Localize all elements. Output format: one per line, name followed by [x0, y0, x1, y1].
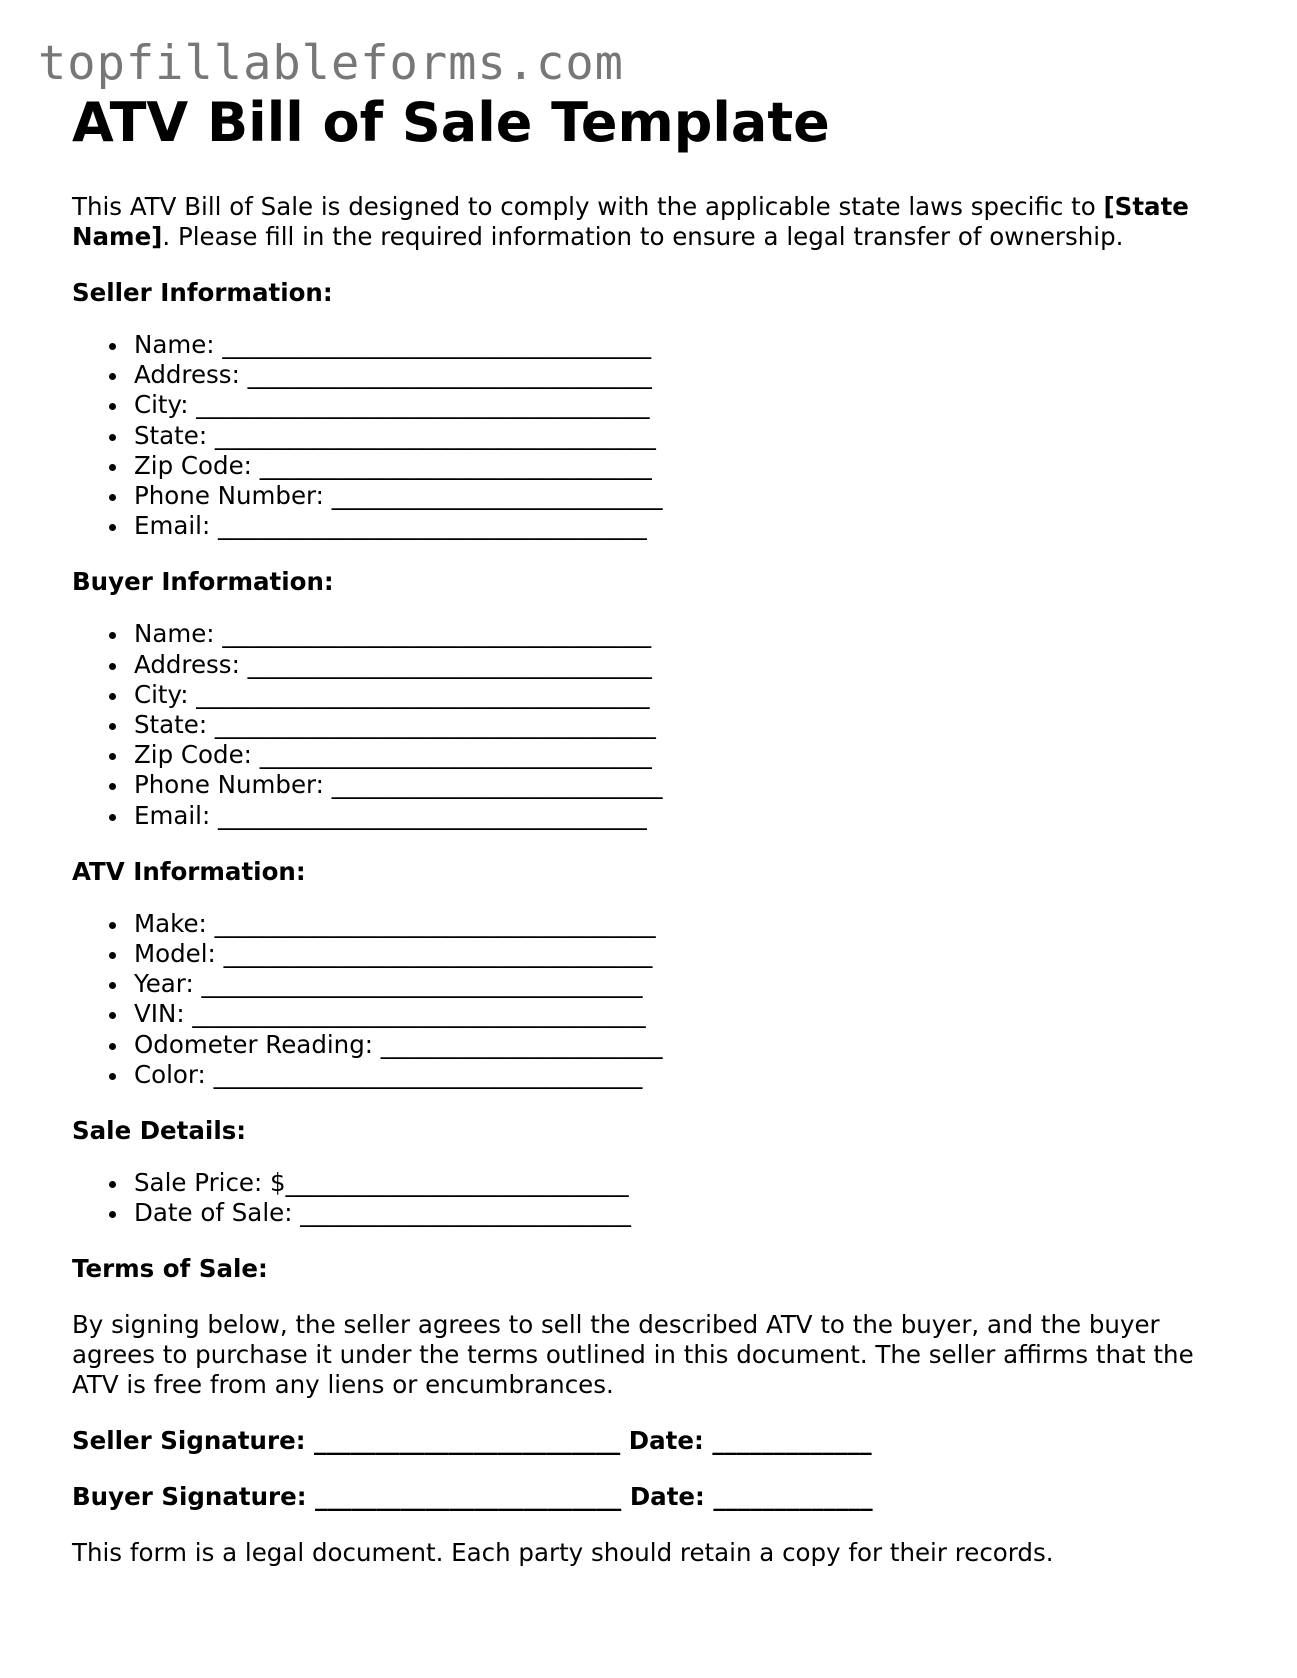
document-page — [72, 88, 1232, 1568]
sale-price-field[interactable]: Sale Price: $____________________________ — [134, 1168, 1232, 1198]
seller-name-field[interactable]: Name: ___________________________________ — [134, 330, 1232, 360]
seller-signature-line[interactable]: Seller Signature: _________________________ Date: _____________ — [72, 1426, 872, 1456]
seller-fields-list — [72, 330, 1232, 541]
atv-model-field[interactable]: Model: ___________________________________ — [134, 939, 1232, 969]
seller-zip-field[interactable]: Zip Code: ________________________________ — [134, 451, 1232, 481]
atv-make-field[interactable]: Make: ____________________________________ — [134, 909, 1232, 939]
page-title: ATV Bill of Sale Template — [72, 91, 830, 154]
sale-section-heading: Sale Details: — [72, 1116, 247, 1146]
atv-odometer-field[interactable]: Odometer Reading: _______________________ — [134, 1030, 1232, 1060]
atv-section-heading: ATV Information: — [72, 856, 306, 886]
atv-fields-list — [72, 909, 1232, 1090]
buyer-phone-field[interactable]: Phone Number: ___________________________ — [134, 770, 1232, 800]
buyer-section-heading: Buyer Information: — [72, 567, 334, 597]
site-watermark: topfillableforms.com — [38, 36, 624, 91]
intro-paragraph — [72, 192, 1232, 252]
state-name-placeholder: [State Name] — [72, 192, 1189, 251]
seller-state-field[interactable]: State: ____________________________________ — [134, 421, 1232, 451]
buyer-name-field[interactable]: Name: ___________________________________ — [134, 619, 1232, 649]
buyer-state-field[interactable]: State: ____________________________________ — [134, 710, 1232, 740]
terms-section-heading: Terms of Sale: — [72, 1254, 268, 1284]
seller-email-field[interactable]: Email: ___________________________________ — [134, 511, 1232, 541]
buyer-signature-line[interactable]: Buyer Signature: _________________________ Date: _____________ — [72, 1482, 873, 1512]
seller-city-field[interactable]: City: _____________________________________ — [134, 390, 1232, 420]
seller-phone-field[interactable]: Phone Number: ___________________________ — [134, 481, 1232, 511]
atv-color-field[interactable]: Color: ___________________________________ — [134, 1060, 1232, 1090]
footer-note: This form is a legal document. Each party should retain a copy for their records. — [72, 1538, 1054, 1568]
seller-address-field[interactable]: Address: _________________________________ — [134, 360, 1232, 390]
intro-text-before: This ATV Bill of Sale is designed to comply with the applicable state laws specific to — [72, 192, 1104, 221]
buyer-email-field[interactable]: Email: ___________________________________ — [134, 801, 1232, 831]
buyer-zip-field[interactable]: Zip Code: ________________________________ — [134, 740, 1232, 770]
atv-year-field[interactable]: Year: ____________________________________ — [134, 969, 1232, 999]
atv-vin-field[interactable]: VIN: _____________________________________ — [134, 999, 1232, 1029]
buyer-fields-list — [72, 619, 1232, 830]
intro-text-after: . Please fill in the required information to ensure a legal transfer of ownership. — [162, 222, 1124, 251]
sale-date-field[interactable]: Date of Sale: ___________________________ — [134, 1198, 1232, 1228]
seller-section-heading: Seller Information: — [72, 278, 333, 307]
terms-paragraph: By signing below, the seller agrees to sell the described ATV to the buyer, and the buyer agrees to purchase it under the terms outlined in this document. The seller affirms that the ATV is free from any liens or encumbrances. — [72, 1310, 1194, 1400]
sale-fields-list — [72, 1168, 1232, 1228]
buyer-address-field[interactable]: Address: _________________________________ — [134, 650, 1232, 680]
buyer-city-field[interactable]: City: _____________________________________ — [134, 680, 1232, 710]
